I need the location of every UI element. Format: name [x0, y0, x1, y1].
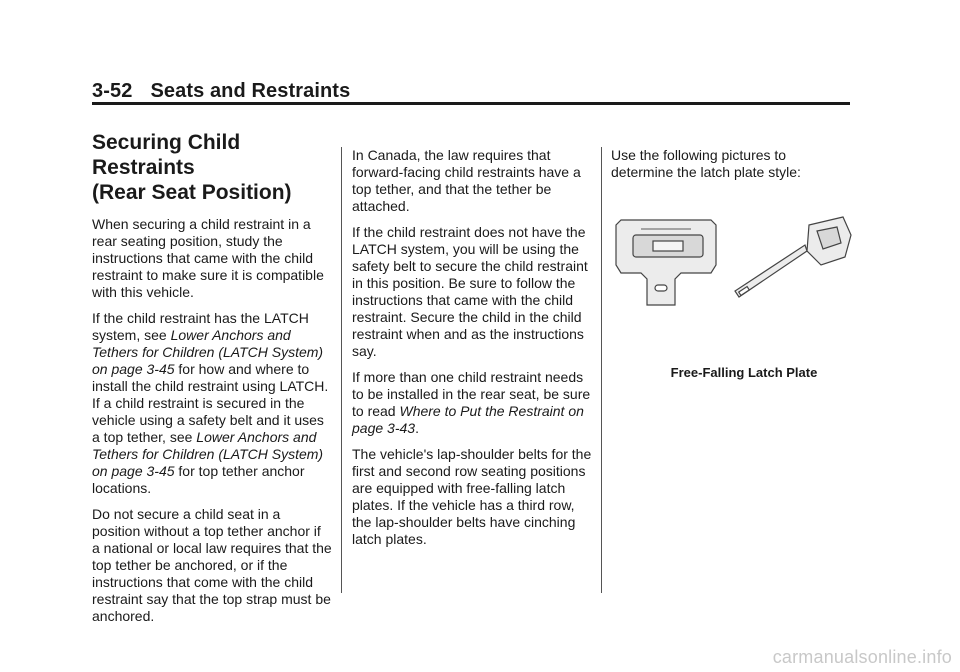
column-2 [352, 147, 592, 557]
paragraph: Use the following pictures to determine the latch plate style: [611, 147, 801, 180]
watermark: carmanualsonline.info [772, 647, 952, 667]
text: . [415, 420, 419, 436]
text: for how and where to install the child restraint using LATCH. If a child restraint is secured in the vehicle using a safety belt and it uses a top tether, see [92, 361, 329, 445]
section-title: Seats and Restraints [150, 80, 351, 102]
paragraph: If the child restraint does not have the LATCH system, you will be using the safety belt to secure the child restraint in this position. Be sure to follow the instructions that came with the child restraint. Secure the child in the child restraint when and as the instructions say. [352, 224, 588, 359]
figure-caption: Free-Falling Latch Plate [670, 365, 818, 380]
latch-plate-side-icon [735, 217, 851, 297]
paragraph [352, 369, 592, 437]
header-rule [92, 102, 850, 105]
paragraph: In Canada, the law requires that forward-facing child restraints have a top tether, and that the tether be attached. [352, 147, 581, 214]
text: for top tether anchor locations. [92, 463, 305, 496]
column-divider [341, 147, 342, 593]
column-1 [92, 130, 332, 634]
cross-reference-link[interactable]: Where to Put the Restraint on page 3-43 [352, 403, 584, 436]
heading-line-2: (Rear Seat Position) [92, 181, 292, 204]
column-divider [601, 147, 602, 593]
page-number: 3-52 [92, 80, 133, 102]
paragraph [92, 310, 332, 497]
heading [92, 130, 332, 205]
latch-plate-illustration [611, 205, 861, 325]
latch-plate-front-icon [616, 220, 716, 305]
paragraph: The vehicle's lap-shoulder belts for the first and second row seating positions are equipped with free-falling latch plates. If the vehicle has a third row, the lap-shoulder belts have cinching latch plates. [352, 446, 592, 547]
paragraph: When securing a child restraint in a rear seating position, study the instructions that came with the child restraint to make sure it is compatible with this vehicle. [92, 216, 324, 300]
cross-reference-link[interactable]: Lower Anchors and Tethers for Children (LATCH System) on page 3-45 [92, 429, 324, 479]
text: If the child restraint has the LATCH system, see [92, 310, 309, 343]
page-header [92, 80, 350, 103]
cross-reference-link[interactable]: Lower Anchors and Tethers for Children (LATCH System) on page 3-45 [92, 327, 324, 377]
heading-line-1: Securing Child Restraints [92, 131, 241, 179]
text: If more than one child restraint needs to be installed in the rear seat, be sure to read [352, 369, 591, 419]
paragraph: Do not secure a child seat in a position without a top tether anchor if a national or local law requires that the top tether be anchored, or if the instructions that come with the child restraint say that the top strap must be anchored. [92, 506, 332, 624]
column-3 [611, 147, 851, 190]
